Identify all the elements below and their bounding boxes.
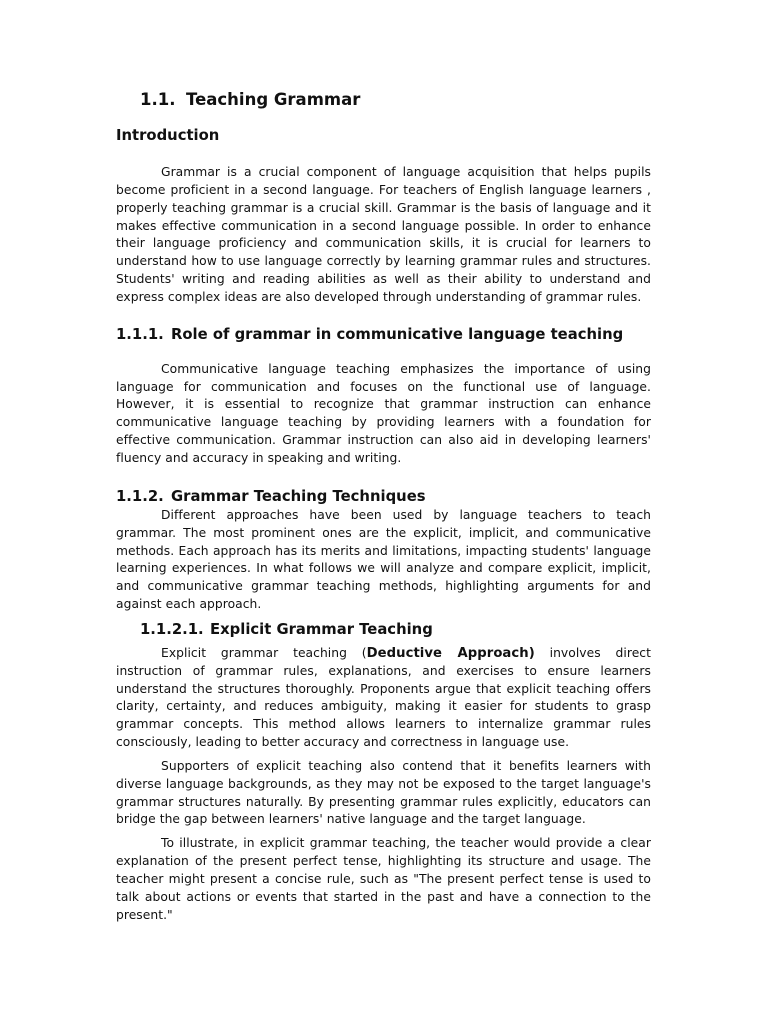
explicit-paragraph-1 <box>116 645 651 752</box>
section-1-1-2-1-title: Explicit Grammar Teaching <box>210 620 433 638</box>
section-1-1-1-paragraph: Communicative language teaching emphasizes the importance of using language for communication and focuses on the functional use of language. However, it is essential to recognize that grammar instruction can enhance communicative language teaching by providing learners with a foundation for effective communication. Grammar instruction can also aid in developing learners' fluency and accuracy in speaking and writing. <box>116 361 651 465</box>
document-content <box>116 86 651 925</box>
section-1-1-2-title: Grammar Teaching Techniques <box>171 487 426 505</box>
section-1-1-1-heading <box>116 325 651 345</box>
introduction-paragraph: Grammar is a crucial component of language acquisition that helps pupils become proficient in a second language. For teachers of English language learners , properly teaching grammar is a crucial skill. Grammar is the basis of language and it makes effective communication in a second language possible. In order to enhance their language proficiency and communication skills, it is crucial for learners to understand how to use language correctly by learning grammar rules and structures. Students' writing and reading abilities as well as their ability to understand and express complex ideas are also developed through understanding of grammar rules. <box>116 165 651 304</box>
explicit-paragraph-3: To illustrate, in explicit grammar teaching, the teacher would provide a clear explanation of the present perfect tense, highlighting its structure and usage. The teacher might present a concise rule, such as "The present perfect tense is used to talk about actions or events that started in the past and have a connection to the present." <box>116 836 651 922</box>
main-heading <box>140 86 651 114</box>
section-1-1-1-number: 1.1.1. <box>116 325 164 343</box>
section-1-1-2-1-number: 1.1.2.1. <box>140 620 204 638</box>
explicit-p1-before: Explicit grammar teaching ( <box>161 645 367 660</box>
section-1-1-2-1-heading <box>140 620 651 640</box>
deductive-approach-emphasis: Deductive Approach) <box>366 645 535 661</box>
section-1-1-1-title: Role of grammar in communicative language teaching <box>171 325 624 343</box>
explicit-p1-after: involves direct instruction of grammar rules, explanations, and exercises to ensure learners understand the structures thoroughly. Proponents argue that explicit teaching offers clarity, certainty, and reduces ambiguity, making it easier for students to grasp grammar concepts. This method allows learners to internalize grammar rules consciously, leading to better accuracy and correctness in language use. <box>116 645 651 750</box>
section-1-1-2-heading <box>116 487 651 507</box>
section-1-1-2-paragraph: Different approaches have been used by language teachers to teach grammar. The most prominent ones are the explicit, implicit, and communicative methods. Each approach has its merits and limitations, impacting students' language learning experiences. In what follows we will analyze and compare explicit, implicit, and communicative grammar teaching methods, highlighting arguments for and against each approach. <box>116 507 651 612</box>
explicit-paragraph-2: Supporters of explicit teaching also contend that it benefits learners with diverse language backgrounds, as they may not be exposed to the target language's grammar structures naturally. By presenting grammar rules explicitly, educators can bridge the gap between learners' native language and the target language. <box>116 758 651 827</box>
section-1-1-2-number: 1.1.2. <box>116 487 164 505</box>
main-heading-title: Teaching Grammar <box>186 90 361 109</box>
introduction-heading: Introduction <box>116 127 220 144</box>
main-heading-number: 1.1. <box>140 90 176 109</box>
